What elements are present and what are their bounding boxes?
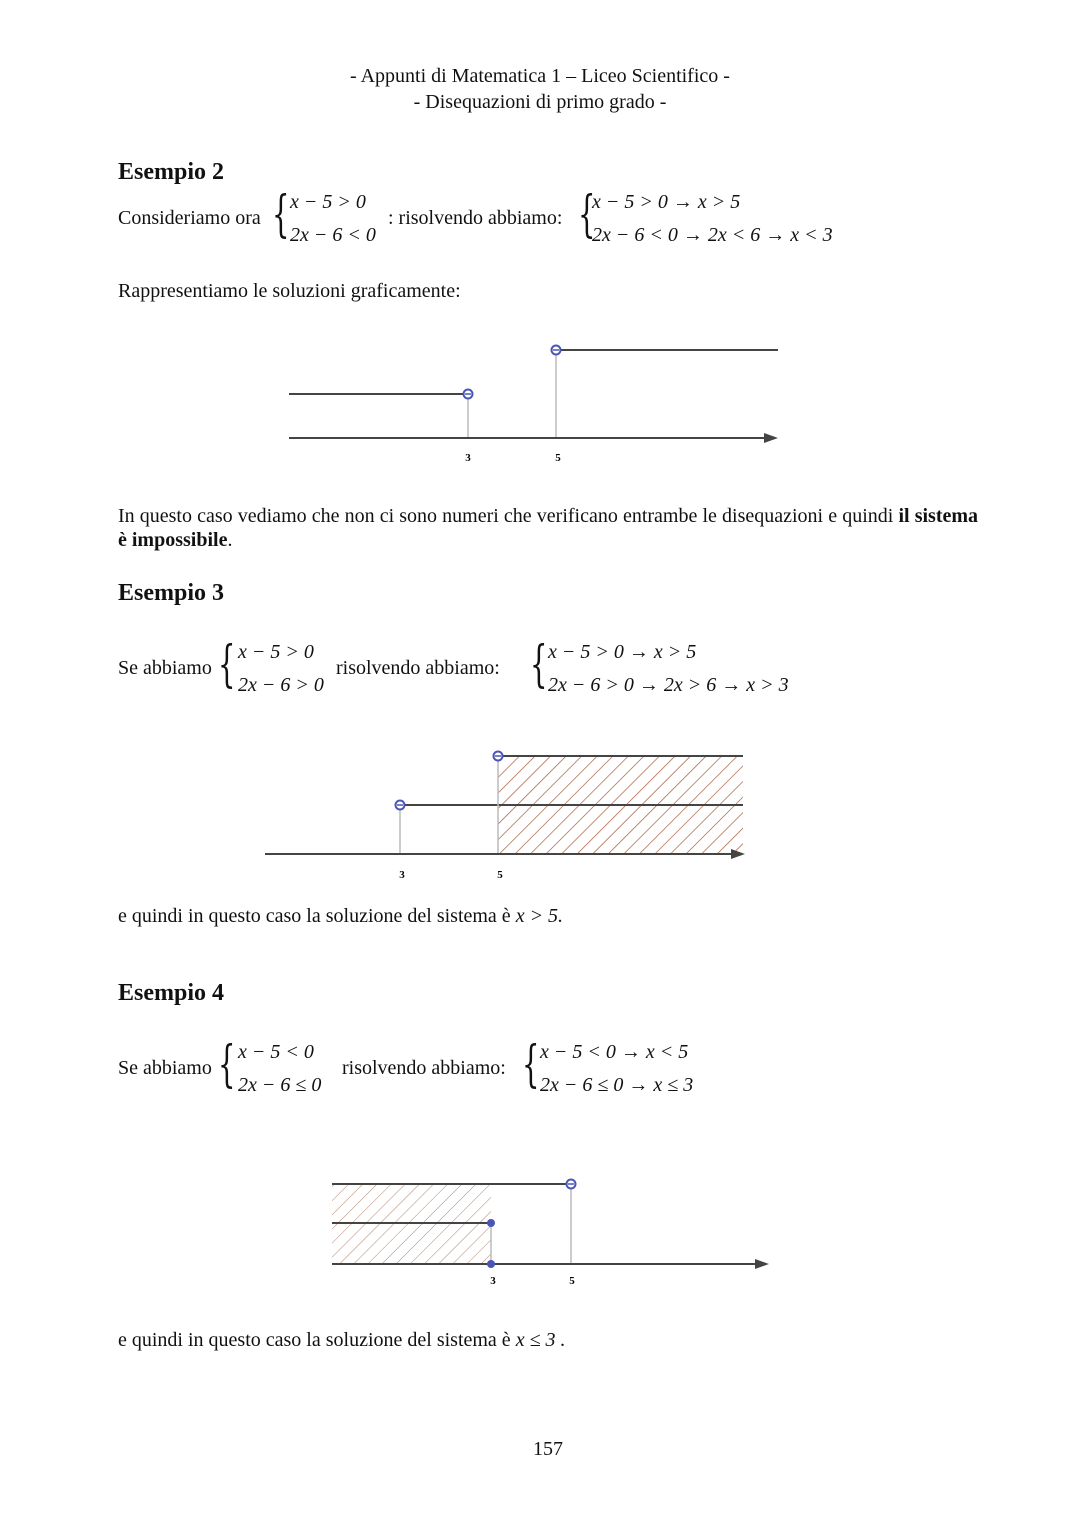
closed-marker-3: [487, 1219, 495, 1227]
conclusion-period: .: [227, 529, 233, 551]
tick-label-5: 5: [497, 869, 503, 881]
conclusion-text: e quindi in questo caso la soluzione del sistema è: [118, 1329, 511, 1351]
running-header-subtitle: - Disequazioni di primo grado -: [413, 91, 667, 113]
tick-label-5: 5: [555, 452, 561, 464]
example-4-number-line: [320, 1170, 780, 1295]
example-2-solved: [592, 186, 833, 252]
solved-line-1: x − 5 > 0 → x > 5: [592, 191, 741, 213]
example-2-number-line: [270, 330, 800, 470]
tick-label-3: 3: [399, 869, 405, 881]
example-4-system: [238, 1036, 321, 1102]
axis-arrow: [755, 1259, 769, 1269]
conclusion-bold: il sistema è impossibile: [118, 505, 979, 551]
example-2-graph-intro: Rappresentiamo le soluzioni graficamente:: [118, 280, 461, 302]
axis-arrow: [764, 433, 778, 443]
example-3-title: Esempio 3: [118, 580, 225, 606]
solved-brace: {: [522, 1035, 540, 1093]
solved-line-2: 2x − 6 ≤ 0 → x ≤ 3: [540, 1074, 694, 1096]
system-line-1: x − 5 > 0: [290, 191, 366, 213]
example-4-solving-label: risolvendo abbiamo:: [342, 1057, 506, 1079]
system-line-2: 2x − 6 > 0: [238, 674, 324, 696]
tick-label-3: 3: [465, 452, 471, 464]
example-3-intro: Se abbiamo: [118, 657, 212, 679]
example-3-conclusion: [118, 904, 563, 928]
example-4-conclusion: [118, 1328, 566, 1352]
conclusion-text: e quindi in questo caso la soluzione del sistema è: [118, 905, 511, 927]
example-4-intro: Se abbiamo: [118, 1057, 212, 1079]
example-2-intro: Consideriamo ora: [118, 207, 261, 229]
running-header-title: - Appunti di Matematica 1 – Liceo Scientifico -: [350, 65, 730, 87]
solved-brace: {: [530, 635, 548, 693]
system-line-1: x − 5 < 0: [238, 1041, 314, 1063]
system-brace: {: [218, 635, 236, 693]
example-4-title: Esempio 4: [118, 980, 225, 1006]
example-3-solved: [548, 636, 789, 702]
solved-line-1: x − 5 > 0 → x > 5: [548, 641, 697, 663]
system-brace: {: [218, 1035, 236, 1093]
example-2-title: Esempio 2: [118, 159, 225, 185]
solved-brace: {: [578, 185, 596, 243]
solved-line-2: 2x − 6 > 0 → 2x > 6 → x > 3: [548, 674, 789, 696]
system-line-2: 2x − 6 ≤ 0: [238, 1074, 322, 1096]
example-2-conclusion: [118, 504, 978, 552]
example-2-system: [290, 186, 376, 252]
page-number: 157: [533, 1438, 563, 1460]
example-4-solved: [540, 1036, 693, 1102]
tick-label-5: 5: [569, 1275, 575, 1287]
example-3-system: [238, 636, 324, 702]
system-line-1: x − 5 > 0: [238, 641, 314, 663]
system-line-2: 2x − 6 < 0: [290, 224, 376, 246]
solution-value: x ≤ 3 .: [515, 1329, 566, 1351]
example-3-solving-label: risolvendo abbiamo:: [336, 657, 500, 679]
example-2-solving-label: : risolvendo abbiamo:: [388, 207, 563, 229]
conclusion-text: In questo caso vediamo che non ci sono numeri che verificano entrambe le disequazioni e quindi: [118, 505, 894, 527]
system-brace: {: [272, 185, 290, 243]
tick-label-3: 3: [490, 1275, 496, 1287]
solved-line-1: x − 5 < 0 → x < 5: [540, 1041, 689, 1063]
solved-line-2: 2x − 6 < 0 → 2x < 6 → x < 3: [592, 224, 833, 246]
example-3-number-line: [255, 740, 765, 885]
solution-value: x > 5.: [515, 905, 564, 927]
closed-marker-3-axis: [487, 1260, 495, 1268]
